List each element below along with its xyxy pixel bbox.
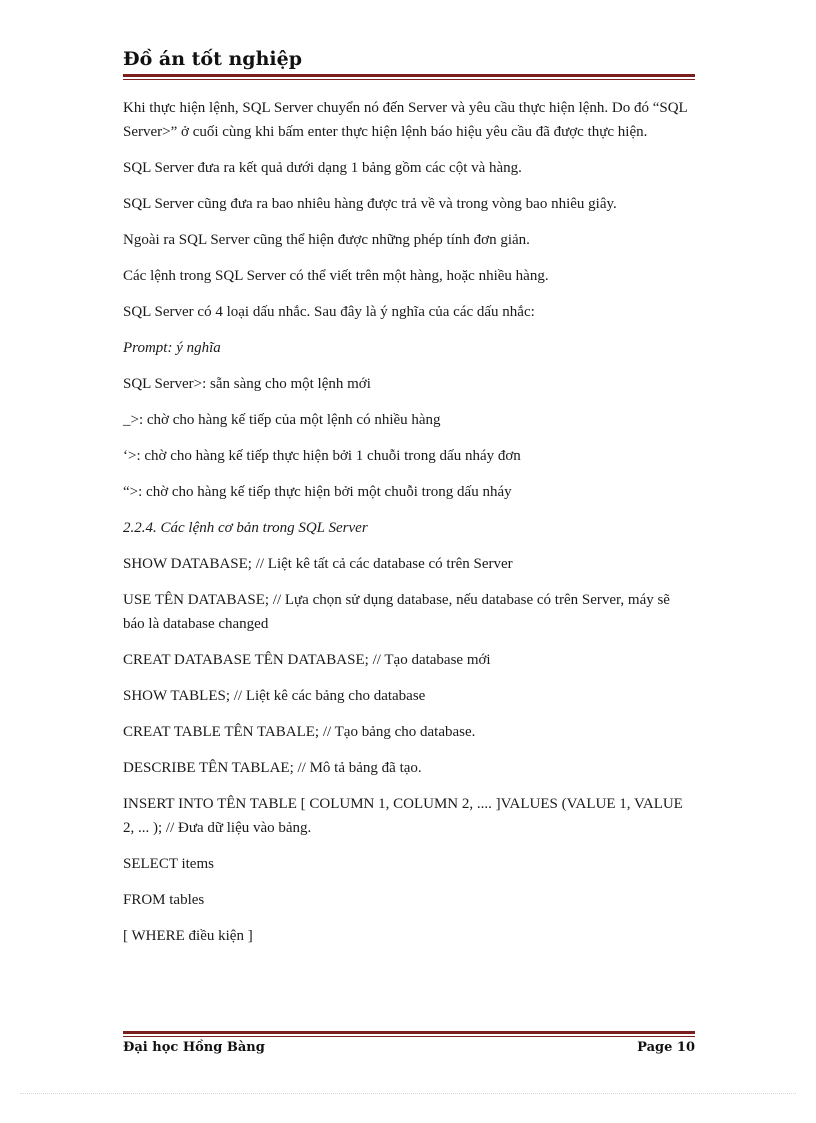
footer-page-number: Page 10 xyxy=(637,1040,695,1055)
footer-rule-thin xyxy=(123,1036,695,1037)
paragraph: SQL Server có 4 loại dấu nhắc. Sau đây là ý nghĩa của các dấu nhắc: xyxy=(123,304,535,320)
header-rule-thin xyxy=(123,79,695,80)
prompt-item: _>: chờ cho hàng kế tiếp của một lệnh có nhiều hàng xyxy=(123,412,441,428)
prompt-item: “>: chờ cho hàng kế tiếp thực hiện bởi một chuỗi trong dấu nháy xyxy=(123,484,512,500)
prompt-item: SQL Server>: sẵn sàng cho một lệnh mới xyxy=(123,376,371,392)
paragraph: Khi thực hiện lệnh, SQL Server chuyển nó đến Server và yêu cầu thực hiện lệnh. Do đó “SQL Server>” ở cuối cùng khi bấm enter thực hiện lệnh báo hiệu yêu cầu đã được thực hiện. xyxy=(123,100,688,140)
command-line: DESCRIBE TÊN TABLAE; // Mô tả bảng đã tạo. xyxy=(123,760,422,776)
header-rule-thick xyxy=(123,74,695,77)
command-line: FROM tables xyxy=(123,892,205,908)
command-line: CREAT DATABASE TÊN DATABASE; // Tạo database mới xyxy=(123,652,491,668)
paragraph: SQL Server đưa ra kết quả dưới dạng 1 bảng gồm các cột và hàng. xyxy=(123,160,522,176)
command-line: CREAT TABLE TÊN TABALE; // Tạo bảng cho database. xyxy=(123,724,476,740)
prompt-item: ‘>: chờ cho hàng kế tiếp thực hiện bởi 1 chuỗi trong dấu nháy đơn xyxy=(123,448,521,464)
command-line: SHOW DATABASE; // Liệt kê tất cả các database có trên Server xyxy=(123,556,513,572)
command-line: INSERT INTO TÊN TABLE [ COLUMN 1, COLUMN 2, .... ]VALUES (VALUE 1, VALUE 2, ... ); // Đưa dữ liệu vào bảng. xyxy=(123,796,683,836)
command-line: SHOW TABLES; // Liệt kê các bảng cho database xyxy=(123,688,426,704)
page-body xyxy=(123,96,695,960)
paragraph: Ngoài ra SQL Server cũng thể hiện được những phép tính đơn giản. xyxy=(123,232,530,248)
footer-school: Đại học Hồng Bàng xyxy=(123,1040,265,1055)
command-line: SELECT items xyxy=(123,856,214,872)
prompt-heading: Prompt: ý nghĩa xyxy=(123,340,221,356)
page-header-title: Đồ án tốt nghiệp xyxy=(123,48,302,70)
command-line: USE TÊN DATABASE; // Lựa chọn sử dụng database, nếu database có trên Server, máy sẽ báo là database changed xyxy=(123,592,670,632)
section-heading: 2.2.4. Các lệnh cơ bản trong SQL Server xyxy=(123,520,368,536)
paragraph: SQL Server cũng đưa ra bao nhiêu hàng được trả về và trong vòng bao nhiêu giây. xyxy=(123,196,617,212)
page-edge-dots xyxy=(20,1093,796,1094)
command-line: [ WHERE điều kiện ] xyxy=(123,928,253,944)
paragraph: Các lệnh trong SQL Server có thể viết trên một hàng, hoặc nhiều hàng. xyxy=(123,268,549,284)
footer-rule-thick xyxy=(123,1031,695,1034)
